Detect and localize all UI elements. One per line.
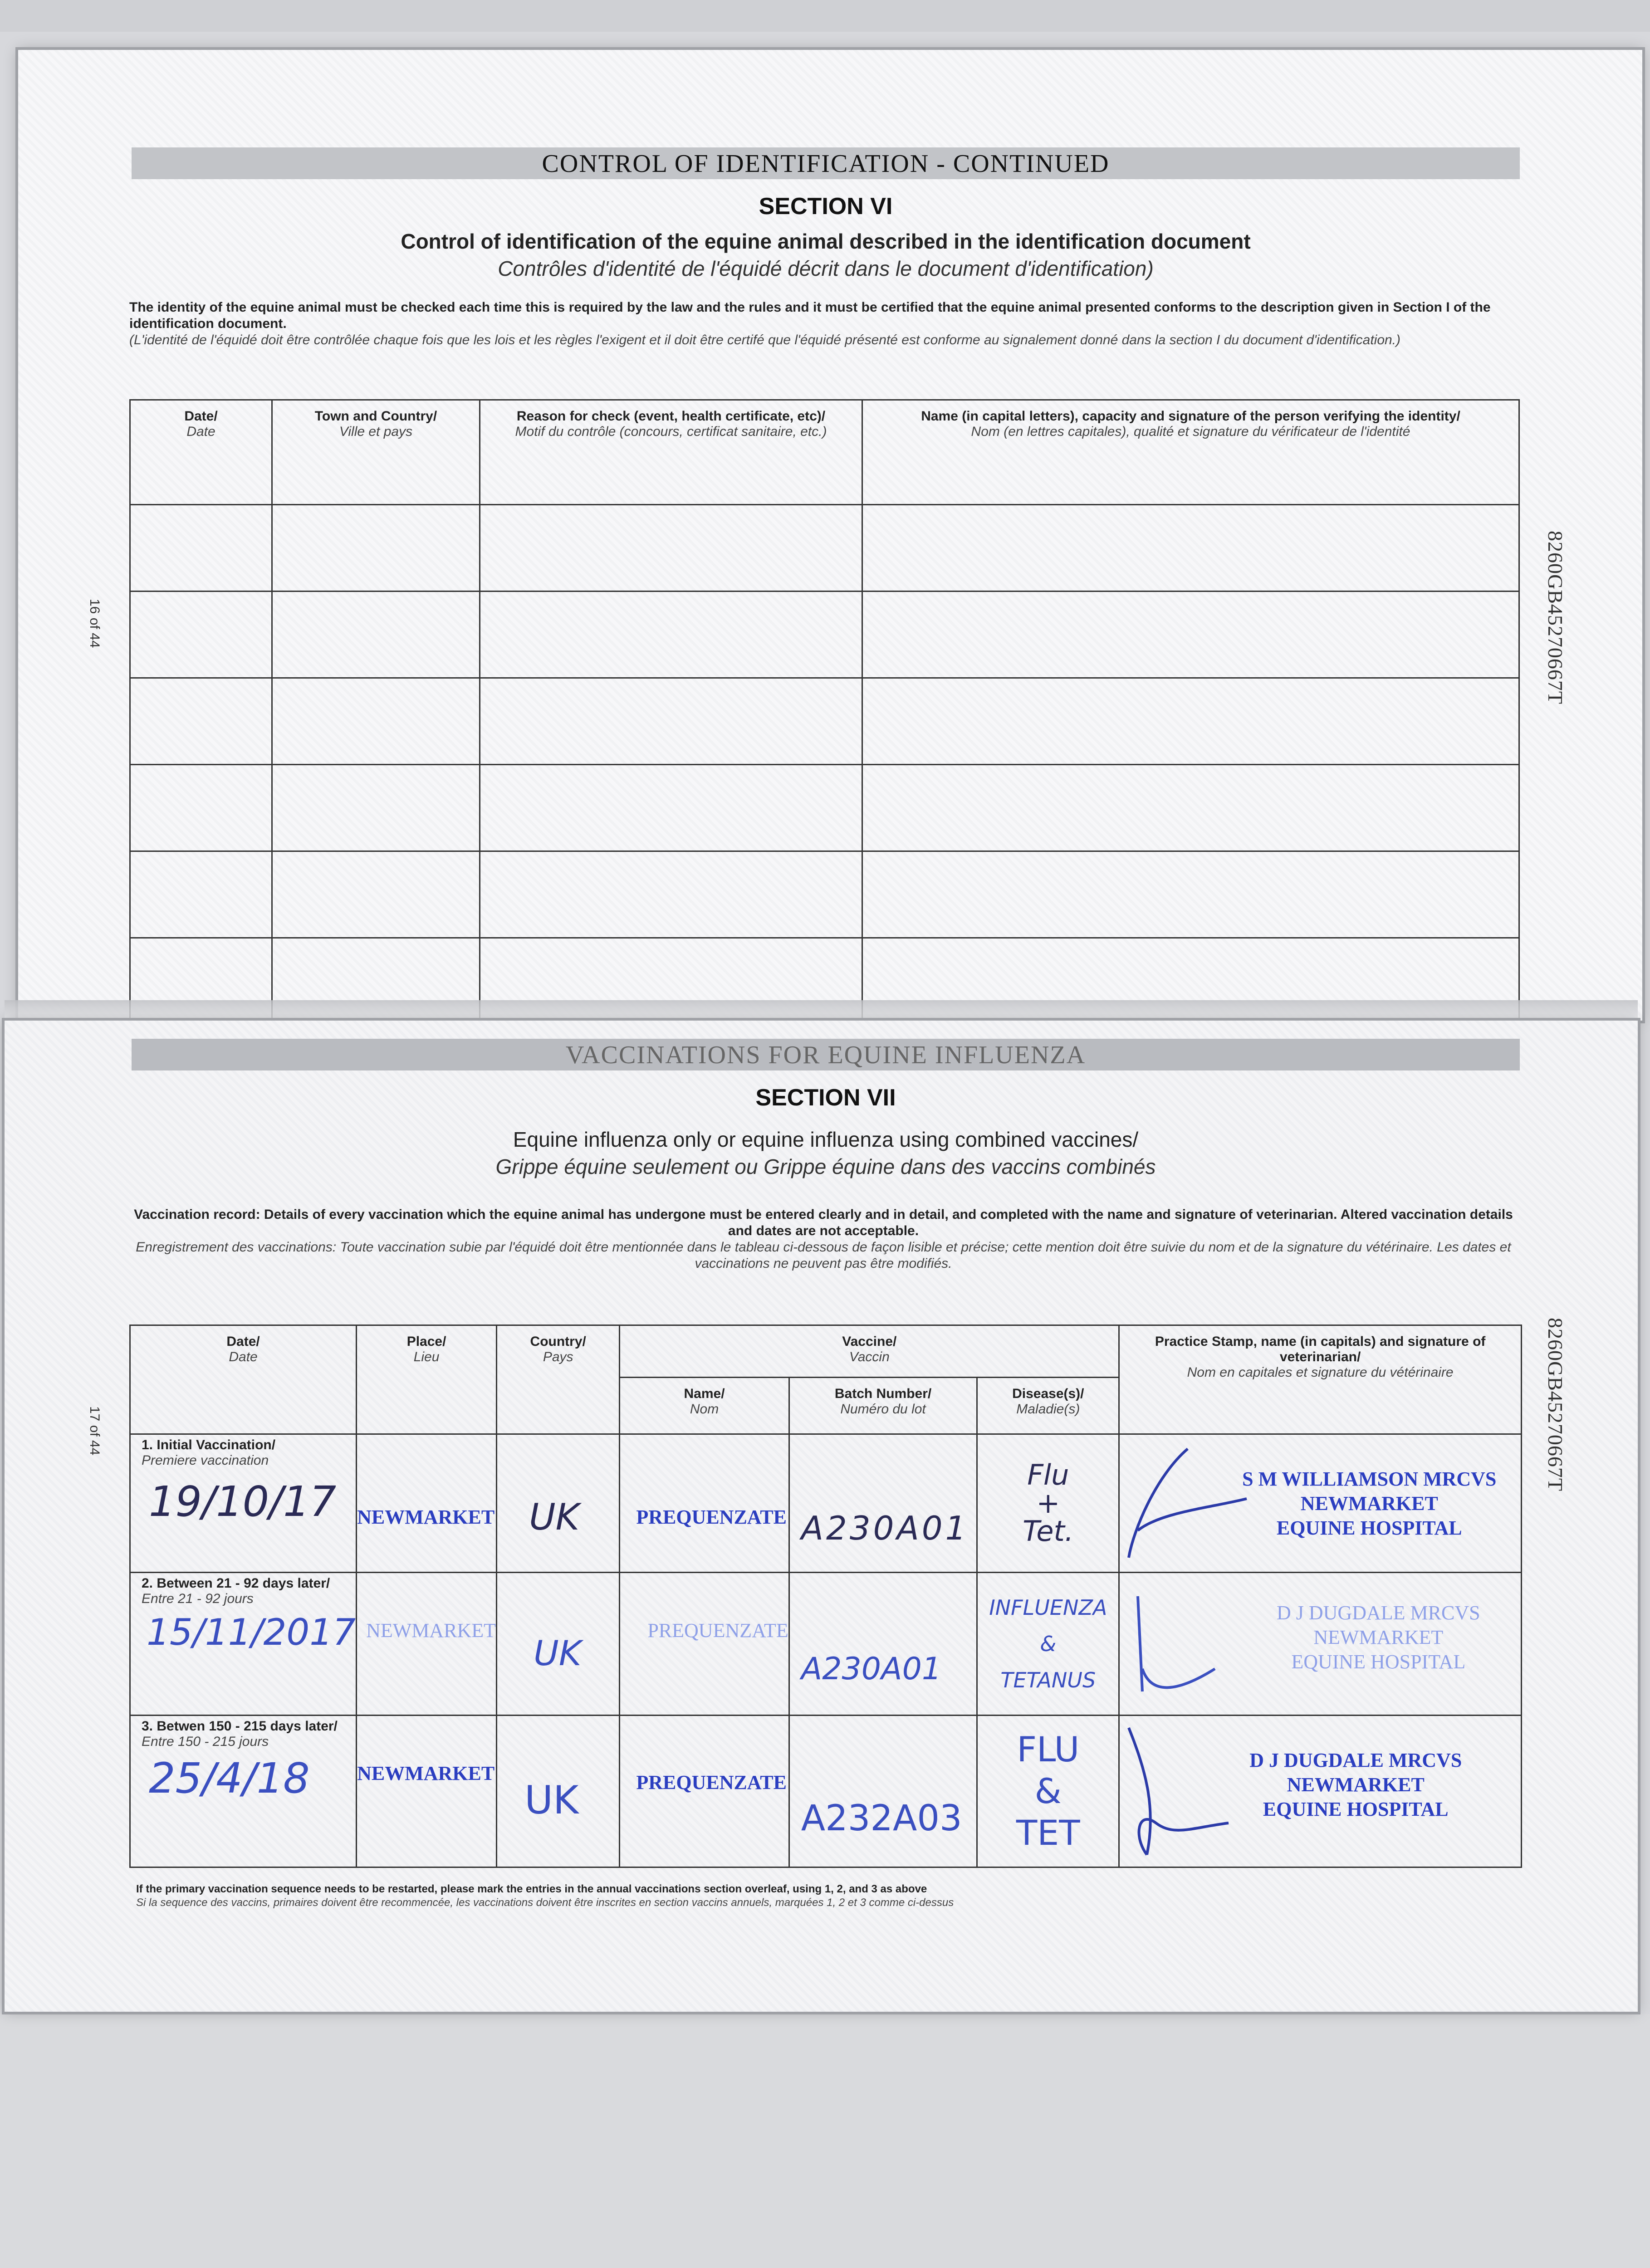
section6-instructions [129, 299, 1508, 348]
col-place-header: Place/ Lieu [357, 1325, 497, 1434]
section6-banner: CONTROL OF IDENTIFICATION - CONTINUED [132, 147, 1520, 179]
row2-disease-cell [977, 1573, 1119, 1716]
row1-stamp-cell [1119, 1434, 1522, 1573]
section7-title: SECTION VII [755, 1085, 896, 1111]
section6-instructions-fr: (L'identité de l'équidé doit être contrôlée chaque fois que les lois et les règles l'exigent et il doit être certifé que l'équidé présenté est conforme au signalement donné dans la section I du document d'identification.) [129, 332, 1401, 347]
row1-vaccine: PREQUENZATE [636, 1505, 787, 1528]
row2-signature [1124, 1578, 1242, 1710]
col-stamp-header: Practice Stamp, name (in capitals) and signature of veterinarian/ Nom en capitales et signature du vétérinaire [1119, 1325, 1522, 1434]
row2-country-cell [497, 1573, 620, 1716]
row3-vet-name: D J DUGDALE MRCVS NEWMARKET EQUINE HOSPITAL [1249, 1749, 1462, 1820]
row3-batch-cell [789, 1716, 977, 1867]
section6-subtitle-fr: Contrôles d'identité de l'équidé décrit dans le document d'identification) [498, 257, 1154, 280]
row3-disease-cell [977, 1716, 1119, 1867]
section7-instructions-en: Vaccination record: Details of every vaccination which the equine animal has undergone must be entered clearly and in detail, and completed with the name and signature of veterinarian. Altered vaccination details and dates are not acceptable. [134, 1207, 1513, 1238]
section7-instructions [134, 1207, 1513, 1272]
section7-subtitle-fr: Grippe équine seulement ou Grippe équine dans des vaccins combinés [495, 1155, 1156, 1178]
row2-date-cell [130, 1573, 357, 1716]
col-date-header: Date/ Date [130, 400, 272, 505]
row1-batch-cell [789, 1434, 977, 1573]
row2-vaccine: PREQUENZATE [647, 1619, 788, 1642]
row2-vet-name: D J DUGDALE MRCVS NEWMARKET EQUINE HOSPITAL [1276, 1602, 1480, 1673]
row2-label: 2. Between 21 - 92 days later/ Entre 21 - 92 jours [142, 1576, 330, 1606]
row1-batch: A230A01 [801, 1509, 969, 1547]
page-number-17: 17 of 44 [87, 1406, 102, 1456]
vaccination-table [129, 1325, 1522, 1868]
row2-disease: INFLUENZA & TETANUS [989, 1595, 1107, 1692]
section6-title: SECTION VI [759, 193, 893, 220]
scan-backdrop-top [0, 0, 1650, 32]
vaccination-header-row [130, 1325, 1522, 1378]
row3-stamp-cell [1119, 1716, 1522, 1867]
row2-vet-stamp [1120, 1574, 1521, 1714]
col-town-header: Town and Country/ Ville et pays [272, 400, 480, 505]
row3-date: 25/4/18 [149, 1754, 310, 1803]
row2-stamp-cell [1119, 1573, 1522, 1716]
row1-date-cell [130, 1434, 357, 1573]
row3-batch: A232A03 [801, 1798, 962, 1839]
section6-instructions-en: The identity of the equine animal must be checked each time this is required by the law and the rules and it must be certified that the equine animal presented conforms to the description given in Section I of the identification document. [129, 300, 1491, 331]
row1-country-cell [497, 1434, 620, 1573]
row1-vet-name: S M WILLIAMSON MRCVS NEWMARKET EQUINE HOSPITAL [1242, 1468, 1497, 1539]
row2-batch: A230A01 [801, 1651, 942, 1687]
row2-date: 15/11/2017 [147, 1611, 356, 1653]
row3-country: UK [524, 1778, 579, 1823]
row1-vet-stamp [1120, 1435, 1521, 1571]
row1-date: 19/10/17 [149, 1477, 337, 1526]
col-verifier-header: Name (in capital letters), capacity and signature of the person verifying the identity/ Nom (en lettres capitales), qualité et signature du vérificateur de l'identité [862, 400, 1519, 505]
identity-check-row [130, 765, 1519, 851]
row2-vaccine-cell [620, 1573, 789, 1716]
page-number-16: 16 of 44 [87, 599, 102, 648]
row1-country: UK [529, 1496, 580, 1538]
row2-place: NEWMARKET [366, 1619, 496, 1642]
identity-check-row [130, 851, 1519, 938]
row1-vaccine-cell [620, 1434, 789, 1573]
identity-check-header-row [130, 400, 1519, 505]
row1-disease: Flu + Tet. [1023, 1458, 1074, 1548]
row3-place: NEWMARKET [357, 1762, 495, 1784]
row1-disease-cell [977, 1434, 1119, 1573]
vaccination-row-second [130, 1573, 1522, 1716]
row3-date-cell [130, 1716, 357, 1867]
row1-place: NEWMARKET [357, 1505, 495, 1528]
identity-check-row [130, 505, 1519, 591]
section7-footnote-en: If the primary vaccination sequence needs to be restarted, please mark the entries in the annual vaccinations section overleaf, using 1, 2, and 3 as above [136, 1883, 927, 1895]
row3-disease: FLU & TET [1016, 1729, 1080, 1853]
row2-batch-cell [789, 1573, 977, 1716]
section6-subtitle-en: Control of identification of the equine animal described in the identification document [401, 230, 1251, 253]
row3-place-cell [357, 1716, 497, 1867]
row3-vaccine-cell [620, 1716, 789, 1867]
col-vaccine-header: Vaccine/ Vaccin [620, 1325, 1119, 1378]
col-country-header: Country/ Pays [497, 1325, 620, 1434]
section7-instructions-fr: Enregistrement des vaccinations: Toute vaccination subie par l'équidé doit être mentionnée dans le tableau ci-dessous de façon lisible et précise; cette mention doit être suivie du nom et de la signature du vétérinaire. Les dates et vaccinations ne peuvent pas être modifiés. [136, 1240, 1511, 1271]
row1-label: 1. Initial Vaccination/ Premiere vaccination [142, 1437, 276, 1468]
identity-check-table [129, 399, 1520, 1025]
passport-id-page17: 8260GB45270667T [1544, 1318, 1567, 1491]
row2-country: UK [534, 1633, 582, 1673]
section7-subtitle-en: Equine influenza only or equine influenza using combined vaccines/ [513, 1128, 1139, 1151]
passport-id-page16: 8260GB45270667T [1544, 531, 1567, 704]
vaccination-row-initial [130, 1434, 1522, 1573]
identity-check-row [130, 591, 1519, 678]
col-vaccine-name-header: Name/ Nom [620, 1378, 789, 1434]
section7-footnote-fr: Si la sequence des vaccins, primaires doivent être recommencée, les vaccinations doivent être inscrites en section vaccins annuels, marquées 1, 2 et 3 comme ci-dessus [136, 1897, 954, 1909]
col-date-header: Date/ Date [130, 1325, 357, 1434]
section7-banner: VACCINATIONS FOR EQUINE INFLUENZA [132, 1039, 1520, 1070]
row3-vaccine: PREQUENZATE [636, 1771, 787, 1794]
section7-footnote [136, 1882, 1497, 1910]
identity-check-row [130, 678, 1519, 765]
col-batch-header: Batch Number/ Numéro du lot [789, 1378, 977, 1434]
row3-country-cell [497, 1716, 620, 1867]
row3-label: 3. Betwen 150 - 215 days later/ Entre 150 - 215 jours [142, 1719, 338, 1749]
row3-vet-stamp [1120, 1716, 1521, 1866]
vaccination-row-third [130, 1716, 1522, 1867]
row2-place-cell [357, 1573, 497, 1716]
col-reason-header: Reason for check (event, health certificate, etc)/ Motif du contrôle (concours, certificat sanitaire, etc.) [480, 400, 862, 505]
row1-place-cell [357, 1434, 497, 1573]
scan-backdrop-bottom [0, 2014, 1650, 2268]
col-disease-header: Disease(s)/ Maladie(s) [977, 1378, 1119, 1434]
